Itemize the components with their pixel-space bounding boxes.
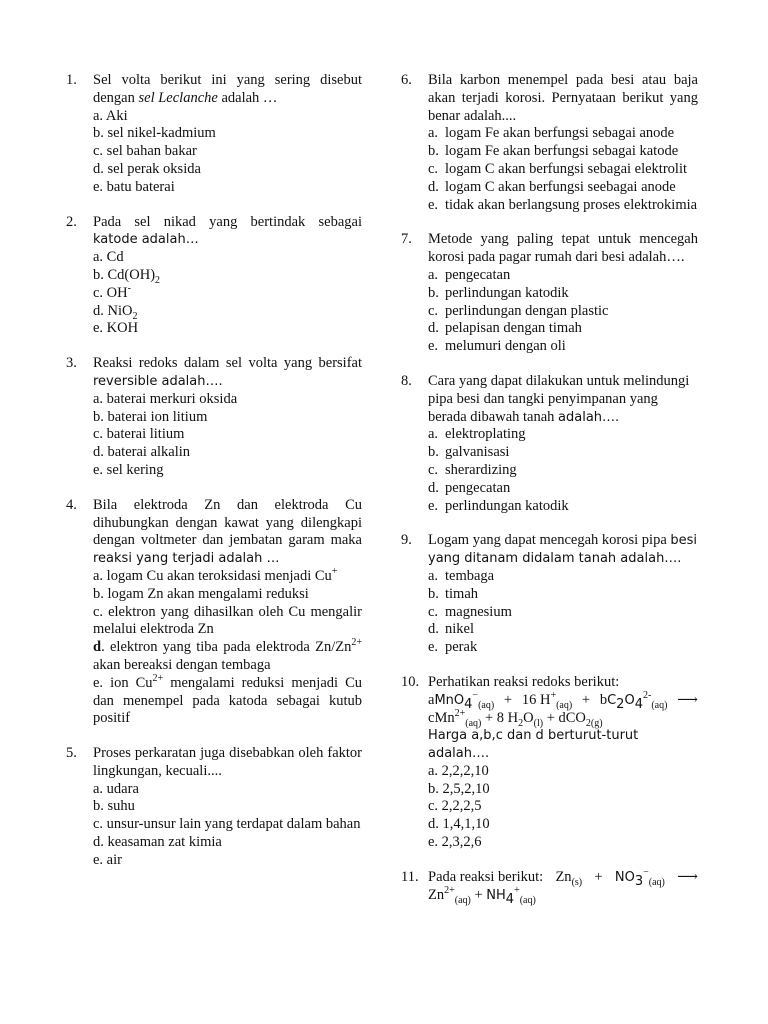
reaction-line-2: $Zn^{2+}_{(aq)} + NH_4^+_{(aq)}$ bbox=[428, 884, 536, 907]
question-stem: Metode yang paling tepat untuk mencegah korosi pada pagar rumah dari besi adalah…. bbox=[428, 231, 698, 266]
option-e: e. air bbox=[93, 851, 122, 868]
question-10 bbox=[401, 674, 698, 852]
question-5 bbox=[66, 745, 362, 870]
question-prompt: Harga a,b,c dan d berturut-turut adalah…. bbox=[428, 728, 639, 762]
question-number: 4. bbox=[66, 496, 77, 513]
option-a: a. tembaga bbox=[428, 567, 495, 584]
option-c: c. sel bahan bakar bbox=[93, 143, 197, 160]
option-e: e. 2,3,2,6 bbox=[428, 834, 482, 851]
question-9 bbox=[401, 532, 698, 657]
question-8 bbox=[401, 373, 698, 515]
option-d: d. NiO$_2$ bbox=[93, 302, 138, 322]
option-e: e. ion $Cu^{2+}$ mengalami reduksi menjadi Cu dan menempel pada katoda sebagai kutub positif bbox=[93, 672, 362, 727]
option-a: a. logam Fe akan berfungsi sebagai anode bbox=[428, 125, 675, 142]
question-number: 11. bbox=[401, 868, 419, 885]
question-number: 8. bbox=[401, 372, 412, 389]
option-e: e. batu baterai bbox=[93, 178, 175, 195]
option-e: e. KOH bbox=[93, 320, 139, 337]
option-a: a. 2,2,2,10 bbox=[428, 762, 489, 779]
option-b: b. logam Fe akan berfungsi sebagai katode bbox=[428, 143, 679, 160]
option-b: b. sel nikel-kadmium bbox=[93, 125, 216, 142]
option-c: c. baterai litium bbox=[93, 426, 185, 443]
question-4 bbox=[66, 497, 362, 728]
option-c: c. logam C akan berfungsi sebagai elektrolit bbox=[428, 160, 687, 177]
option-a: a. pengecatan bbox=[428, 266, 511, 283]
option-a: a. udara bbox=[93, 780, 139, 797]
right-column bbox=[401, 72, 698, 921]
option-d: d. pengecatan bbox=[428, 479, 511, 496]
option-c: c. magnesium bbox=[428, 603, 512, 620]
option-b: b. perlindungan katodik bbox=[428, 284, 569, 301]
question-stem: Bila elektroda Zn dan elektroda Cu dihubungkan dengan kawat yang dilengkapi dengan voltmeter dan jembatan garam maka reaksi yang terjadi adalah … bbox=[93, 496, 362, 567]
option-a: a. Aki bbox=[93, 107, 128, 124]
option-c: c. elektron yang dihasilkan oleh Cu mengalir melalui elektroda Zn bbox=[93, 603, 362, 638]
option-e: e. tidak akan berlangsung proses elektrokimia bbox=[428, 196, 698, 213]
option-d: d. sel perak oksida bbox=[93, 160, 201, 177]
question-stem: Perhatikan reaksi redoks berikut: bbox=[428, 673, 620, 690]
option-a: a. Cd bbox=[93, 249, 124, 266]
question-number: 5. bbox=[66, 745, 77, 762]
option-e: e. perlindungan katodik bbox=[428, 497, 569, 514]
option-d: d. 1,4,1,10 bbox=[428, 816, 490, 833]
reaction-arrow: ⟶ bbox=[677, 868, 698, 885]
question-number: 1. bbox=[66, 72, 77, 88]
option-b: b. logam Zn akan mengalami reduksi bbox=[93, 585, 309, 602]
option-e: e. melumuri dengan oli bbox=[428, 338, 566, 355]
option-b: b. baterai ion litium bbox=[93, 408, 208, 425]
option-b: b. galvanisasi bbox=[428, 444, 510, 461]
question-stem: Bila karbon menempel pada besi atau baja akan terjadi korosi. Pernyataan berikut yang benar adalah.... bbox=[428, 72, 698, 124]
question-stem: Proses perkaratan juga disebabkan oleh faktor lingkungan, kecuali.... bbox=[93, 745, 362, 779]
option-d: d. logam C akan berfungsi seebagai anode bbox=[428, 178, 676, 195]
option-b: b. 2,5,2,10 bbox=[428, 780, 490, 797]
option-d: d. pelapisan dengan timah bbox=[428, 320, 582, 337]
option-d: d. baterai alkalin bbox=[93, 444, 191, 461]
option-e: e. sel kering bbox=[93, 461, 164, 478]
question-1 bbox=[66, 72, 362, 197]
question-stem: Reaksi redoks dalam sel volta yang bersifat reversible adalah…. bbox=[93, 355, 362, 389]
option-d: d. keasaman zat kimia bbox=[93, 834, 222, 851]
question-3 bbox=[66, 355, 362, 480]
question-2 bbox=[66, 214, 362, 339]
option-d: d. elektron yang tiba pada elektroda $Zn/Zn^{2+}$ akan bereaksi dengan tembaga bbox=[93, 637, 362, 673]
left-column bbox=[66, 72, 362, 887]
question-stem: Logam yang dapat mencegah korosi pipa besi yang ditanam didalam tanah adalah…. bbox=[428, 532, 698, 567]
option-a: a. logam Cu akan teroksidasi menjadi Cu+ bbox=[93, 566, 338, 584]
option-c: c. sherardizing bbox=[428, 461, 517, 478]
question-stem: Pada sel nikad yang bertindak sebagai katode adalah… bbox=[93, 213, 362, 248]
option-d: d. nikel bbox=[428, 621, 474, 638]
question-stem: Sel volta berikut ini yang sering disebut dengan sel Leclanche adalah … bbox=[93, 72, 362, 106]
option-c: c. OH- bbox=[93, 282, 131, 301]
option-b: b. timah bbox=[428, 585, 479, 602]
option-b: b. suhu bbox=[93, 798, 135, 815]
reaction-line-1: Pada reaksi berikut: $Zn_{(s)}$ + $NO_3^-_{(aq)}$ ⟶ bbox=[428, 867, 698, 889]
option-e: e. perak bbox=[428, 639, 478, 656]
reaction-arrow: ⟶ bbox=[677, 691, 698, 708]
question-number: 3. bbox=[66, 355, 77, 372]
question-number: 7. bbox=[401, 231, 412, 248]
option-a: a. elektroplating bbox=[428, 426, 526, 443]
option-c: c. perlindungan dengan plastic bbox=[428, 302, 609, 319]
option-c: c. unsur-unsur lain yang terdapat dalam bahan bbox=[93, 816, 361, 833]
question-number: 9. bbox=[401, 532, 412, 549]
question-number: 10. bbox=[401, 673, 420, 690]
question-11 bbox=[401, 869, 698, 905]
redox-equation-line-1: aMnO$_4$−$_{(aq)}$ + 16 $H^+_{(aq)}$ + $bC_2O_4^{2-}_{(aq)}$ ⟶ bbox=[428, 689, 698, 712]
question-number: 2. bbox=[66, 213, 77, 230]
question-stem: Cara yang dapat dilakukan untuk melindungi pipa besi dan tangki penyimpanan yang berada dibawah tanah adalah…. bbox=[428, 372, 690, 425]
option-c: c. 2,2,2,5 bbox=[428, 798, 482, 815]
question-6 bbox=[401, 72, 698, 214]
redox-equation-line-2: cMn$^{2+}_{(aq)}$ + 8 $H_2O_{(l)} + dCO_{2(g)}$ bbox=[428, 707, 603, 729]
option-a: a. baterai merkuri oksida bbox=[93, 390, 238, 407]
question-number: 6. bbox=[401, 72, 412, 88]
question-7 bbox=[401, 231, 698, 356]
option-b: b. $Cd(OH)_2$ bbox=[93, 266, 161, 286]
